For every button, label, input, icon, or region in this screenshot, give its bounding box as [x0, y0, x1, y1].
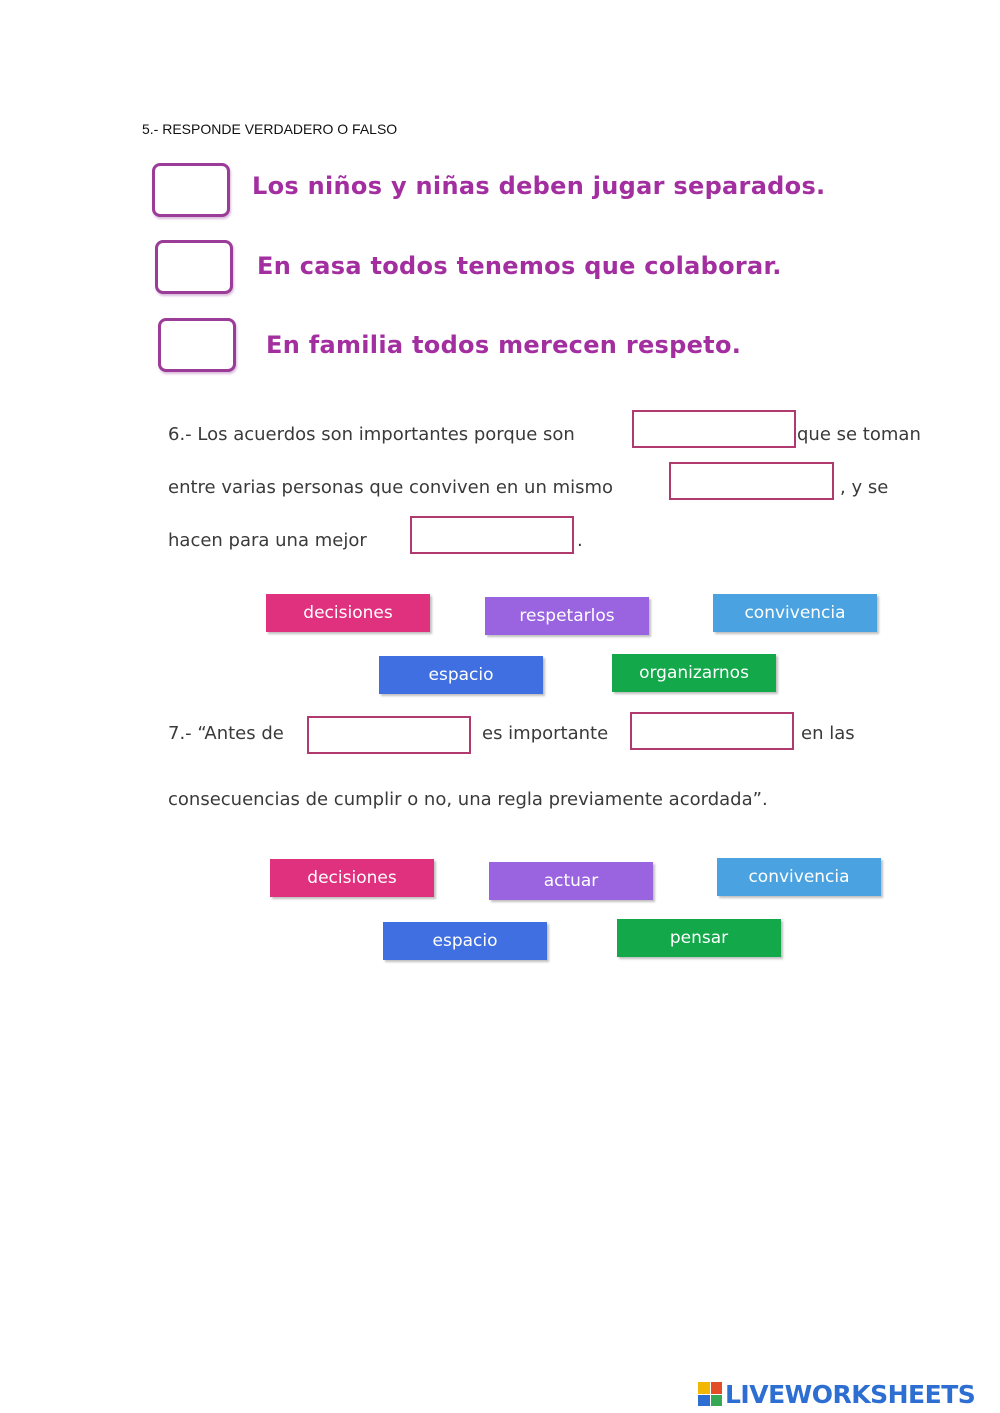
s6-option-espacio[interactable]: espacio [379, 656, 543, 694]
s6-line2-text-b: , y se [840, 477, 889, 498]
s7-blank-1[interactable] [307, 716, 471, 754]
s7-blank-2[interactable] [630, 712, 794, 750]
s6-line1-text-a: 6.- Los acuerdos son importantes porque son [168, 424, 575, 445]
s6-blank-2[interactable] [669, 462, 834, 500]
s6-blank-3[interactable] [410, 516, 574, 554]
s7-option-convivencia[interactable]: convivencia [717, 858, 881, 896]
s7-line1-text-b: es importante [482, 723, 609, 744]
logo-text: LIVEWORKSHEETS [725, 1379, 976, 1409]
s7-option-espacio[interactable]: espacio [383, 922, 547, 960]
section-5-heading: 5.- RESPONDE VERDADERO O FALSO [142, 121, 398, 137]
s7-option-pensar[interactable]: pensar [617, 919, 781, 957]
statement-1: Los niños y niñas deben jugar separados. [252, 172, 826, 200]
true-false-box-2[interactable] [155, 240, 233, 294]
s6-option-decisiones[interactable]: decisiones [266, 594, 430, 632]
s6-line3-text-a: hacen para una mejor [168, 530, 367, 551]
s6-option-respetarlos[interactable]: respetarlos [485, 597, 649, 635]
s6-option-convivencia[interactable]: convivencia [713, 594, 877, 632]
s7-option-decisiones[interactable]: decisiones [270, 859, 434, 897]
s7-line2-text: consecuencias de cumplir o no, una regla previamente acordada”. [168, 789, 768, 810]
liveworksheets-logo [698, 1378, 975, 1410]
s7-line1-text-a: 7.- “Antes de [168, 723, 284, 744]
s6-line2-text-a: entre varias personas que conviven en un mismo [168, 477, 614, 498]
true-false-box-3[interactable] [158, 318, 236, 372]
s6-option-organizarnos[interactable]: organizarnos [612, 654, 776, 692]
true-false-box-1[interactable] [152, 163, 230, 217]
s6-blank-1[interactable] [632, 410, 796, 448]
s6-line3-text-b: . [577, 530, 583, 551]
s6-line1-text-b: que se toman [797, 424, 921, 445]
statement-2: En casa todos tenemos que colaborar. [257, 252, 782, 280]
s7-option-actuar[interactable]: actuar [489, 862, 653, 900]
logo-mark-icon [698, 1382, 722, 1406]
statement-3: En familia todos merecen respeto. [266, 331, 742, 359]
s7-line1-text-c: en las [801, 723, 855, 744]
